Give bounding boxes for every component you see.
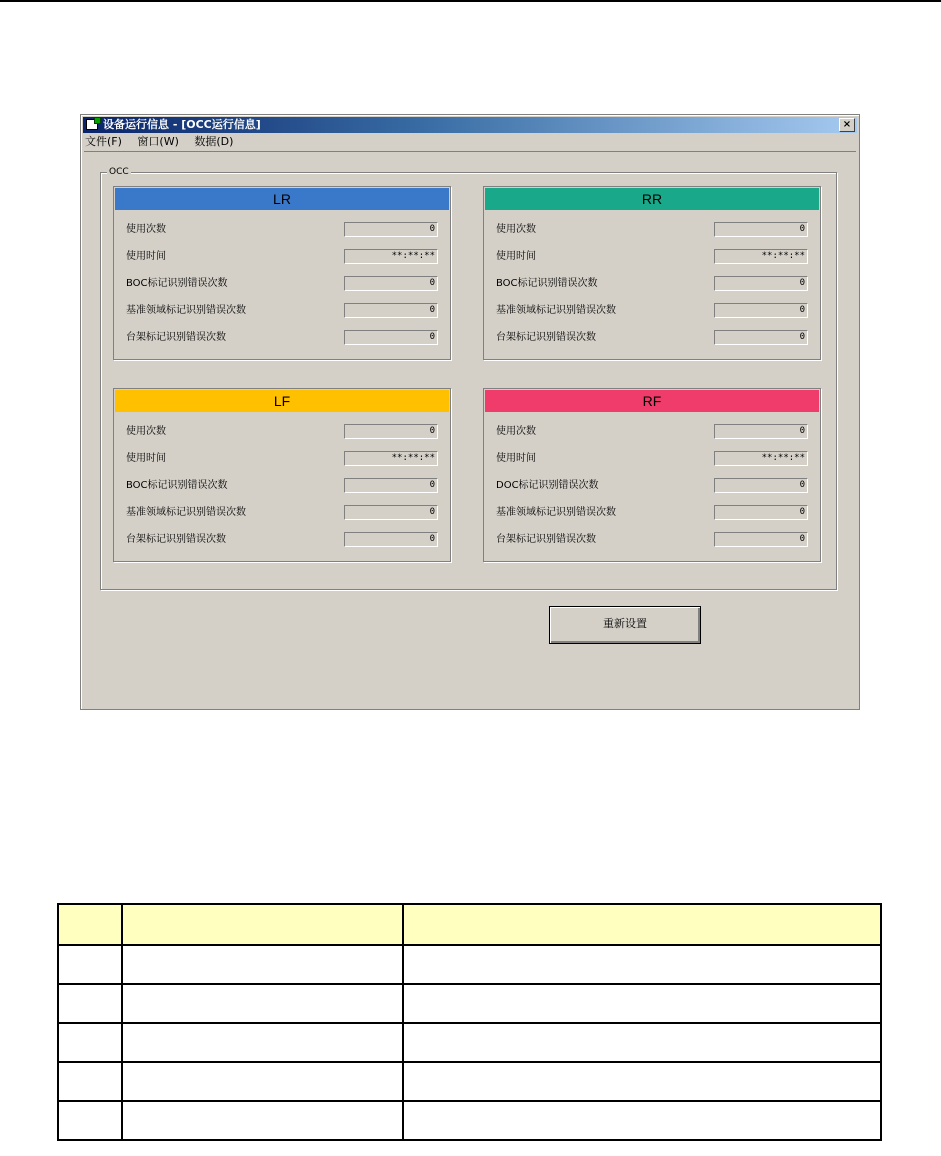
row-label: 使用时间: [126, 453, 166, 464]
page-top-rule: [0, 0, 941, 2]
table-cell: [403, 1101, 881, 1140]
app-window: [80, 114, 860, 710]
row-label: BOC标记识别错误次数: [496, 278, 598, 289]
table-cell: [403, 1062, 881, 1101]
row-usage-count: [126, 222, 438, 238]
row-label: 基准领域标记识别错误次数: [496, 507, 616, 518]
row-value: 0: [714, 276, 808, 291]
row-value: 0: [714, 303, 808, 318]
table-cell: [58, 1062, 122, 1101]
row-label: BOC标记识别错误次数: [126, 480, 228, 491]
row-value: 0: [344, 532, 438, 547]
table-row: [58, 1062, 881, 1101]
menu-window[interactable]: 窗口(W): [137, 135, 179, 148]
row-usage-time: [496, 451, 808, 467]
row-value: 0: [714, 330, 808, 345]
row-usage-time: [126, 451, 438, 467]
table-header-cell: [58, 904, 122, 945]
row-label: 基准领域标记识别错误次数: [126, 507, 246, 518]
row-boc-errors: [126, 276, 438, 292]
row-label: 使用次数: [126, 426, 166, 437]
row-label: 基准领域标记识别错误次数: [126, 305, 246, 316]
menu-data[interactable]: 数据(D): [194, 135, 234, 148]
client-area: [84, 151, 856, 706]
row-doc-errors: [496, 478, 808, 494]
row-value: 0: [344, 222, 438, 237]
menu-bar: [85, 134, 245, 150]
row-value: 0: [344, 424, 438, 439]
panel-rr: [483, 186, 821, 360]
row-stand-errors: [496, 330, 808, 346]
table-cell: [58, 1101, 122, 1140]
table-cell: [122, 1062, 403, 1101]
table-header-cell: [122, 904, 403, 945]
row-label: 使用次数: [496, 426, 536, 437]
row-label: 使用次数: [496, 224, 536, 235]
row-value: 0: [714, 222, 808, 237]
doc-table: [57, 903, 882, 1141]
row-value: 0: [714, 505, 808, 520]
close-icon[interactable]: ×: [839, 118, 855, 132]
row-stand-errors: [126, 532, 438, 548]
table-cell: [58, 1023, 122, 1062]
table-cell: [122, 945, 403, 984]
table-cell: [122, 1101, 403, 1140]
row-usage-count: [496, 222, 808, 238]
table-cell: [403, 1023, 881, 1062]
row-label: DOC标记识别错误次数: [496, 480, 599, 491]
row-usage-count: [496, 424, 808, 440]
table-row: [58, 945, 881, 984]
row-value: 0: [344, 303, 438, 318]
table-cell: [403, 945, 881, 984]
row-value: **:**:**: [714, 451, 808, 466]
row-reference-errors: [126, 505, 438, 521]
panel-rf: [483, 388, 821, 562]
row-boc-errors: [496, 276, 808, 292]
table-cell: [122, 1023, 403, 1062]
row-label: 台架标记识别错误次数: [126, 534, 226, 545]
row-value: 0: [344, 330, 438, 345]
app-icon: [86, 119, 98, 130]
table-cell: [403, 984, 881, 1023]
row-value: 0: [344, 276, 438, 291]
row-value: 0: [344, 478, 438, 493]
row-label: 使用次数: [126, 224, 166, 235]
row-value: 0: [714, 532, 808, 547]
table-row: [58, 984, 881, 1023]
row-usage-time: [126, 249, 438, 265]
table-header-cell: [403, 904, 881, 945]
row-usage-count: [126, 424, 438, 440]
row-label: 使用时间: [126, 251, 166, 262]
row-usage-time: [496, 249, 808, 265]
row-stand-errors: [126, 330, 438, 346]
panel-lr: [113, 186, 451, 360]
row-reference-errors: [496, 505, 808, 521]
row-value: 0: [714, 424, 808, 439]
table-row: [58, 1101, 881, 1140]
row-boc-errors: [126, 478, 438, 494]
row-label: 使用时间: [496, 453, 536, 464]
table-cell: [58, 945, 122, 984]
row-value: **:**:**: [714, 249, 808, 264]
table-header-row: [58, 904, 881, 945]
row-value: **:**:**: [344, 451, 438, 466]
panel-header-rr: RR: [485, 188, 819, 210]
table-row: [58, 1023, 881, 1062]
row-label: 基准领域标记识别错误次数: [496, 305, 616, 316]
row-value: 0: [344, 505, 438, 520]
row-reference-errors: [126, 303, 438, 319]
panel-header-lf: LF: [115, 390, 449, 412]
row-reference-errors: [496, 303, 808, 319]
table-cell: [122, 984, 403, 1023]
row-value: **:**:**: [344, 249, 438, 264]
window-title: 设备运行信息 - [OCC运行信息]: [103, 118, 261, 131]
table-cell: [58, 984, 122, 1023]
row-label: 台架标记识别错误次数: [126, 332, 226, 343]
row-stand-errors: [496, 532, 808, 548]
reset-button[interactable]: 重新设置: [549, 606, 701, 644]
row-label: 台架标记识别错误次数: [496, 332, 596, 343]
occ-group-box: [100, 167, 837, 590]
panel-header-lr: LR: [115, 188, 449, 210]
panel-lf: [113, 388, 451, 562]
row-label: BOC标记识别错误次数: [126, 278, 228, 289]
panel-header-rf: RF: [485, 390, 819, 412]
occ-group-label: OCC: [109, 167, 129, 177]
menu-file[interactable]: 文件(F): [85, 135, 122, 148]
row-label: 使用时间: [496, 251, 536, 262]
row-label: 台架标记识别错误次数: [496, 534, 596, 545]
title-bar[interactable]: [83, 117, 857, 133]
row-value: 0: [714, 478, 808, 493]
